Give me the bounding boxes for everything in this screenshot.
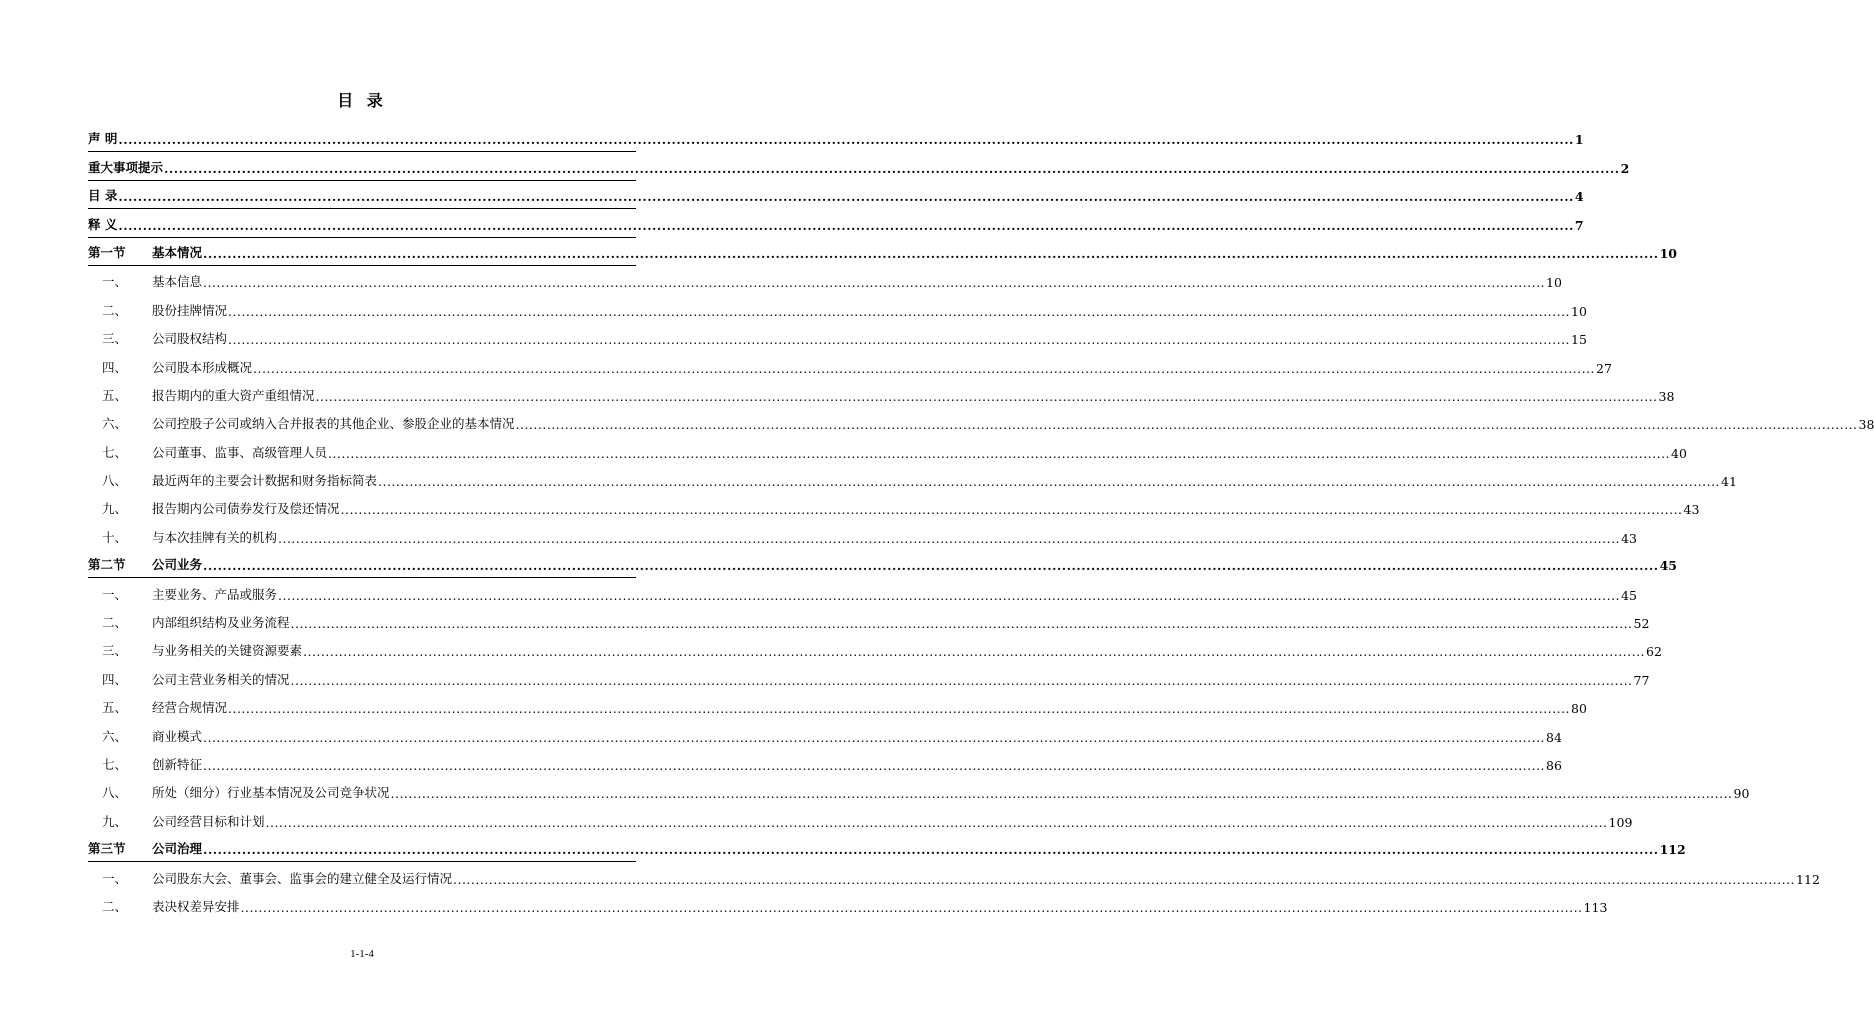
toc-entry-number: 一、	[102, 870, 128, 886]
dot-leader: ............................................................................................................................................................................................................................................................................................................	[315, 388, 1658, 404]
toc-entry-label: 公司股东大会、董事会、监事会的建立健全及运行情况	[152, 870, 453, 886]
toc-entry-label: 公司主营业务相关的情况	[152, 671, 290, 687]
toc-entry-page: 38	[1858, 417, 1874, 433]
toc-entry-page: 113	[1583, 899, 1608, 915]
toc-entry-number: 二、	[102, 302, 128, 318]
toc-entry-page: 1	[1574, 132, 1584, 148]
toc-entry-label: 公司治理	[152, 841, 203, 857]
toc-entry[interactable]	[88, 124, 1584, 152]
toc-entry-number: 第一节	[88, 244, 126, 260]
page-number-footer: 1-1-4	[350, 948, 374, 960]
toc-entry-label: 公司董事、监事、高级管理人员	[152, 444, 328, 460]
toc-entry[interactable]	[88, 578, 1637, 606]
dot-leader: ............................................................................................................................................................................................................................................................................................................	[290, 616, 1633, 632]
toc-entry-label: 目 录	[88, 188, 118, 204]
toc-entry[interactable]	[88, 663, 1650, 691]
dot-leader: ............................................................................................................................................................................................................................................................................................................	[303, 644, 1646, 660]
dot-leader: ............................................................................................................................................................................................................................................................................................................	[253, 360, 1596, 376]
toc-entry[interactable]	[88, 238, 1677, 266]
toc-entry-number: 九、	[102, 813, 128, 829]
dot-leader: ............................................................................................................................................................................................................................................................................................................	[164, 160, 1620, 176]
toc-entry-number: 五、	[102, 700, 128, 716]
toc-entry-label: 经营合规情况	[152, 700, 228, 716]
dot-leader: ............................................................................................................................................................................................................................................................................................................	[453, 871, 1796, 887]
dot-leader: ............................................................................................................................................................................................................................................................................................................	[278, 587, 1621, 603]
toc-entry-number: 第三节	[88, 841, 126, 857]
dot-leader: ............................................................................................................................................................................................................................................................................................................	[265, 814, 1608, 830]
toc-entry-page: 109	[1608, 814, 1633, 830]
toc-entry-page: 112	[1796, 871, 1820, 887]
toc-entry-label: 重大事项提示	[88, 159, 164, 175]
toc-entry-number: 二、	[102, 615, 128, 631]
toc-entry-page: 84	[1546, 729, 1562, 745]
toc-entry[interactable]	[88, 436, 1687, 464]
dot-leader: ............................................................................................................................................................................................................................................................................................................	[203, 842, 1659, 858]
toc-entry[interactable]	[88, 720, 1562, 748]
dot-leader: ............................................................................................................................................................................................................................................................................................................	[228, 303, 1571, 319]
toc-entry-page: 45	[1621, 587, 1637, 603]
dot-leader: ............................................................................................................................................................................................................................................................................................................	[278, 530, 1621, 546]
toc-entry[interactable]	[88, 351, 1612, 379]
dot-leader: ............................................................................................................................................................................................................................................................................................................	[118, 189, 1574, 205]
toc-entry-page: 10	[1659, 245, 1677, 261]
toc-entry-number: 第二节	[88, 557, 126, 573]
toc-entry-page: 43	[1683, 502, 1700, 518]
toc-entry-label: 与本次挂牌有关的机构	[152, 529, 278, 545]
toc-entry-number: 九、	[102, 501, 128, 517]
dot-leader: ............................................................................................................................................................................................................................................................................................................	[228, 701, 1571, 717]
toc-entry[interactable]	[88, 266, 1562, 294]
toc-entry-label: 释 义	[88, 216, 118, 232]
dot-leader: ............................................................................................................................................................................................................................................................................................................	[118, 132, 1574, 148]
toc-entry-page: 10	[1546, 275, 1562, 291]
dot-leader: ............................................................................................................................................................................................................................................................................................................	[228, 332, 1571, 348]
toc-entry-number: 三、	[102, 331, 128, 347]
toc-entry[interactable]	[88, 692, 1587, 720]
toc-entry[interactable]	[88, 521, 1637, 549]
toc-entry[interactable]	[88, 607, 1650, 635]
toc-entry[interactable]	[88, 323, 1587, 351]
toc-entry[interactable]	[88, 749, 1562, 777]
toc-entry-label: 股份挂牌情况	[152, 302, 228, 318]
toc-entry-page: 27	[1596, 360, 1612, 376]
toc-entry-label: 公司控股子公司或纳入合并报表的其他企业、参股企业的基本情况	[152, 416, 515, 432]
toc-entry[interactable]	[88, 777, 1750, 805]
toc-entry-label: 与业务相关的关键资源要素	[152, 643, 303, 659]
toc-entry[interactable]	[88, 465, 1737, 493]
toc-entry[interactable]	[88, 635, 1662, 663]
toc-entry-number: 六、	[102, 416, 128, 432]
toc-entry-label: 创新特征	[152, 756, 203, 772]
toc-entry-label: 声 明	[88, 131, 118, 147]
toc-entry-label: 报告期内的重大资产重组情况	[152, 387, 315, 403]
toc-entry-page: 43	[1621, 530, 1637, 546]
toc-entry-number: 八、	[102, 473, 128, 489]
toc-entry-number: 一、	[102, 274, 128, 290]
toc-entry-number: 一、	[102, 586, 128, 602]
dot-leader: ............................................................................................................................................................................................................................................................................................................	[118, 217, 1574, 233]
toc-entry-page: 15	[1571, 332, 1587, 348]
toc-entry-number: 十、	[102, 529, 128, 545]
toc-entry[interactable]	[88, 550, 1677, 578]
toc-entry-page: 77	[1633, 672, 1650, 688]
toc-entry-page: 40	[1671, 445, 1687, 461]
toc-entry[interactable]	[88, 181, 1584, 209]
toc-entry-page: 62	[1646, 644, 1662, 660]
toc-entry-label: 公司股本形成概况	[152, 359, 253, 375]
dot-leader: ............................................................................................................................................................................................................................................................................................................	[328, 445, 1671, 461]
toc-entry-number: 七、	[102, 444, 128, 460]
toc-entry-label: 公司业务	[152, 557, 203, 573]
toc-entry-page: 90	[1733, 786, 1750, 802]
toc-entry-label: 公司经营目标和计划	[152, 813, 265, 829]
toc-entry[interactable]	[88, 209, 1584, 237]
toc-entry-label: 所处（细分）行业基本情况及公司竞争状况	[152, 785, 390, 801]
table-of-contents	[88, 124, 1874, 919]
toc-entry[interactable]	[88, 408, 1874, 436]
dot-leader: ............................................................................................................................................................................................................................................................................................................	[203, 245, 1659, 261]
toc-entry[interactable]	[88, 834, 1686, 862]
dot-leader: ............................................................................................................................................................................................................................................................................................................	[378, 474, 1721, 490]
toc-entry-page: 41	[1721, 474, 1737, 490]
toc-entry-number: 四、	[102, 671, 128, 687]
dot-leader: ............................................................................................................................................................................................................................................................................................................	[203, 757, 1546, 773]
toc-entry[interactable]	[88, 380, 1675, 408]
dot-leader: ............................................................................................................................................................................................................................................................................................................	[290, 672, 1633, 688]
dot-leader: ............................................................................................................................................................................................................................................................................................................	[340, 502, 1683, 518]
toc-entry-number: 五、	[102, 387, 128, 403]
toc-entry-number: 三、	[102, 643, 128, 659]
toc-entry[interactable]	[88, 493, 1700, 521]
dot-leader: ............................................................................................................................................................................................................................................................................................................	[203, 275, 1546, 291]
toc-entry-page: 80	[1571, 701, 1587, 717]
toc-entry-label: 商业模式	[152, 728, 203, 744]
toc-entry-number: 七、	[102, 756, 128, 772]
toc-entry-label: 基本情况	[152, 244, 203, 260]
toc-entry-page: 7	[1574, 217, 1584, 233]
toc-entry-page: 2	[1620, 160, 1630, 176]
toc-entry-page: 112	[1659, 842, 1686, 858]
toc-entry[interactable]	[88, 862, 1820, 890]
toc-entry-number: 四、	[102, 359, 128, 375]
dot-leader: ............................................................................................................................................................................................................................................................................................................	[515, 417, 1858, 433]
toc-entry-page: 86	[1546, 757, 1562, 773]
toc-entry-label: 基本信息	[152, 274, 203, 290]
toc-entry[interactable]	[88, 152, 1630, 180]
toc-entry-page: 52	[1633, 616, 1650, 632]
toc-entry[interactable]	[88, 805, 1633, 833]
toc-entry-label: 内部组织结构及业务流程	[152, 615, 290, 631]
dot-leader: ............................................................................................................................................................................................................................................................................................................	[203, 558, 1659, 574]
dot-leader: ............................................................................................................................................................................................................................................................................................................	[203, 729, 1546, 745]
page-title: 目 录	[337, 91, 387, 110]
toc-entry-label: 主要业务、产品或服务	[152, 586, 278, 602]
toc-entry-page: 10	[1571, 303, 1587, 319]
toc-entry-number: 八、	[102, 785, 128, 801]
dot-leader: ............................................................................................................................................................................................................................................................................................................	[390, 786, 1733, 802]
toc-entry-number: 六、	[102, 728, 128, 744]
toc-entry-page: 45	[1659, 558, 1677, 574]
toc-entry[interactable]	[88, 294, 1587, 322]
toc-entry-label: 公司股权结构	[152, 331, 228, 347]
toc-entry-label: 最近两年的主要会计数据和财务指标简表	[152, 473, 378, 489]
dot-leader: ............................................................................................................................................................................................................................................................................................................	[240, 899, 1583, 915]
toc-entry[interactable]	[88, 891, 1608, 919]
toc-entry-number: 二、	[102, 898, 128, 914]
toc-entry-label: 报告期内公司债券发行及偿还情况	[152, 501, 340, 517]
toc-entry-label: 表决权差异安排	[152, 898, 240, 914]
toc-entry-page: 38	[1658, 388, 1675, 404]
toc-entry-page: 4	[1574, 189, 1584, 205]
